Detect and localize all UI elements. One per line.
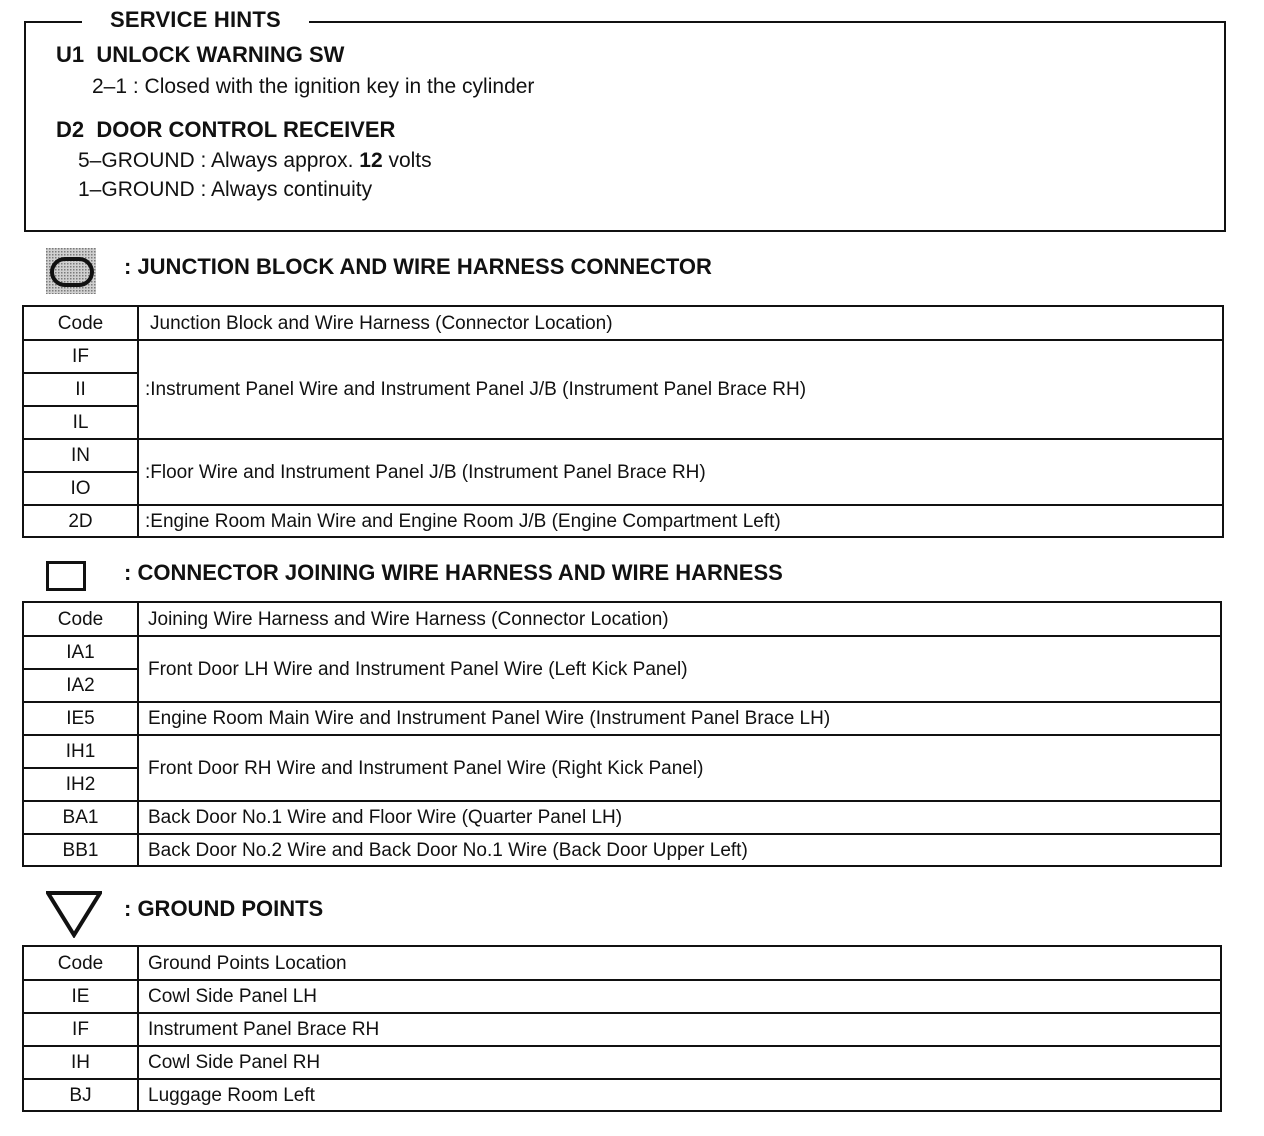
ground-triangle-icon	[46, 890, 102, 938]
location-cell: Front Door RH Wire and Instrument Panel Wire (Right Kick Panel)	[138, 735, 1221, 801]
location-cell: Cowl Side Panel RH	[138, 1046, 1221, 1079]
code-cell: IO	[23, 472, 138, 505]
code-cell: IF	[23, 340, 138, 373]
location-cell: Back Door No.1 Wire and Floor Wire (Quarter Panel LH)	[138, 801, 1221, 834]
junction-section-title: : JUNCTION BLOCK AND WIRE HARNESS CONNECTOR	[124, 254, 712, 279]
code-cell: BA1	[23, 801, 138, 834]
location-cell: Engine Room Main Wire and Instrument Panel Wire (Instrument Panel Brace LH)	[138, 702, 1221, 735]
code-header: Code	[23, 946, 138, 980]
code-cell: IN	[23, 439, 138, 472]
hint-line-u1: 2–1 : Closed with the ignition key in the cylinder	[92, 75, 535, 98]
code-cell: IL	[23, 406, 138, 439]
location-cell: :Instrument Panel Wire and Instrument Panel J/B (Instrument Panel Brace RH)	[138, 340, 1223, 439]
location-cell: :Engine Room Main Wire and Engine Room J/B (Engine Compartment Left)	[138, 505, 1223, 537]
connector-section-title: : CONNECTOR JOINING WIRE HARNESS AND WIRE HARNESS	[124, 560, 783, 585]
table-header-row	[23, 602, 1221, 636]
table-header-row	[23, 306, 1223, 340]
location-header: Junction Block and Wire Harness (Connector Location)	[138, 306, 1223, 340]
table-row	[23, 340, 1223, 373]
table-row	[23, 636, 1221, 669]
table-row	[23, 1079, 1221, 1111]
table-header-row	[23, 946, 1221, 980]
code-cell: IE5	[23, 702, 138, 735]
hint-heading-u1: U1 UNLOCK WARNING SW	[56, 42, 345, 67]
location-header: Ground Points Location	[138, 946, 1221, 980]
code-cell: IH	[23, 1046, 138, 1079]
hint-line-d2-voltage: 5–GROUND : Always approx. 12 volts	[78, 149, 432, 172]
code-cell: II	[23, 373, 138, 406]
code-cell: BB1	[23, 834, 138, 866]
code-header: Code	[23, 602, 138, 636]
code-cell: IA2	[23, 669, 138, 702]
table-row	[23, 834, 1221, 866]
code-cell: BJ	[23, 1079, 138, 1111]
table-row	[23, 801, 1221, 834]
table-row	[23, 1013, 1221, 1046]
table-row	[23, 980, 1221, 1013]
code-cell: IA1	[23, 636, 138, 669]
code-cell: IH2	[23, 768, 138, 801]
table-row	[23, 735, 1221, 768]
connector-square-icon	[46, 561, 86, 591]
table-row	[23, 505, 1223, 537]
connector-table	[22, 601, 1222, 867]
hint-line-d2-continuity: 1–GROUND : Always continuity	[78, 178, 373, 201]
junction-table	[22, 305, 1224, 538]
code-cell: IF	[23, 1013, 138, 1046]
hint-heading-d2: D2 DOOR CONTROL RECEIVER	[56, 117, 396, 142]
location-cell: Back Door No.2 Wire and Back Door No.1 Wire (Back Door Upper Left)	[138, 834, 1221, 866]
code-cell: IE	[23, 980, 138, 1013]
code-cell: 2D	[23, 505, 138, 537]
location-cell: Front Door LH Wire and Instrument Panel Wire (Left Kick Panel)	[138, 636, 1221, 702]
code-header: Code	[23, 306, 138, 340]
ground-table	[22, 945, 1222, 1112]
code-cell: IH1	[23, 735, 138, 768]
junction-block-icon	[46, 248, 96, 294]
location-cell: Cowl Side Panel LH	[138, 980, 1221, 1013]
table-row	[23, 439, 1223, 472]
table-row	[23, 702, 1221, 735]
ground-section-title: : GROUND POINTS	[124, 896, 324, 921]
location-cell: Luggage Room Left	[138, 1079, 1221, 1111]
location-cell: Instrument Panel Brace RH	[138, 1013, 1221, 1046]
location-header: Joining Wire Harness and Wire Harness (Connector Location)	[138, 602, 1221, 636]
table-row	[23, 1046, 1221, 1079]
service-hints-title: SERVICE HINTS	[82, 6, 309, 34]
location-cell: :Floor Wire and Instrument Panel J/B (Instrument Panel Brace RH)	[138, 439, 1223, 505]
